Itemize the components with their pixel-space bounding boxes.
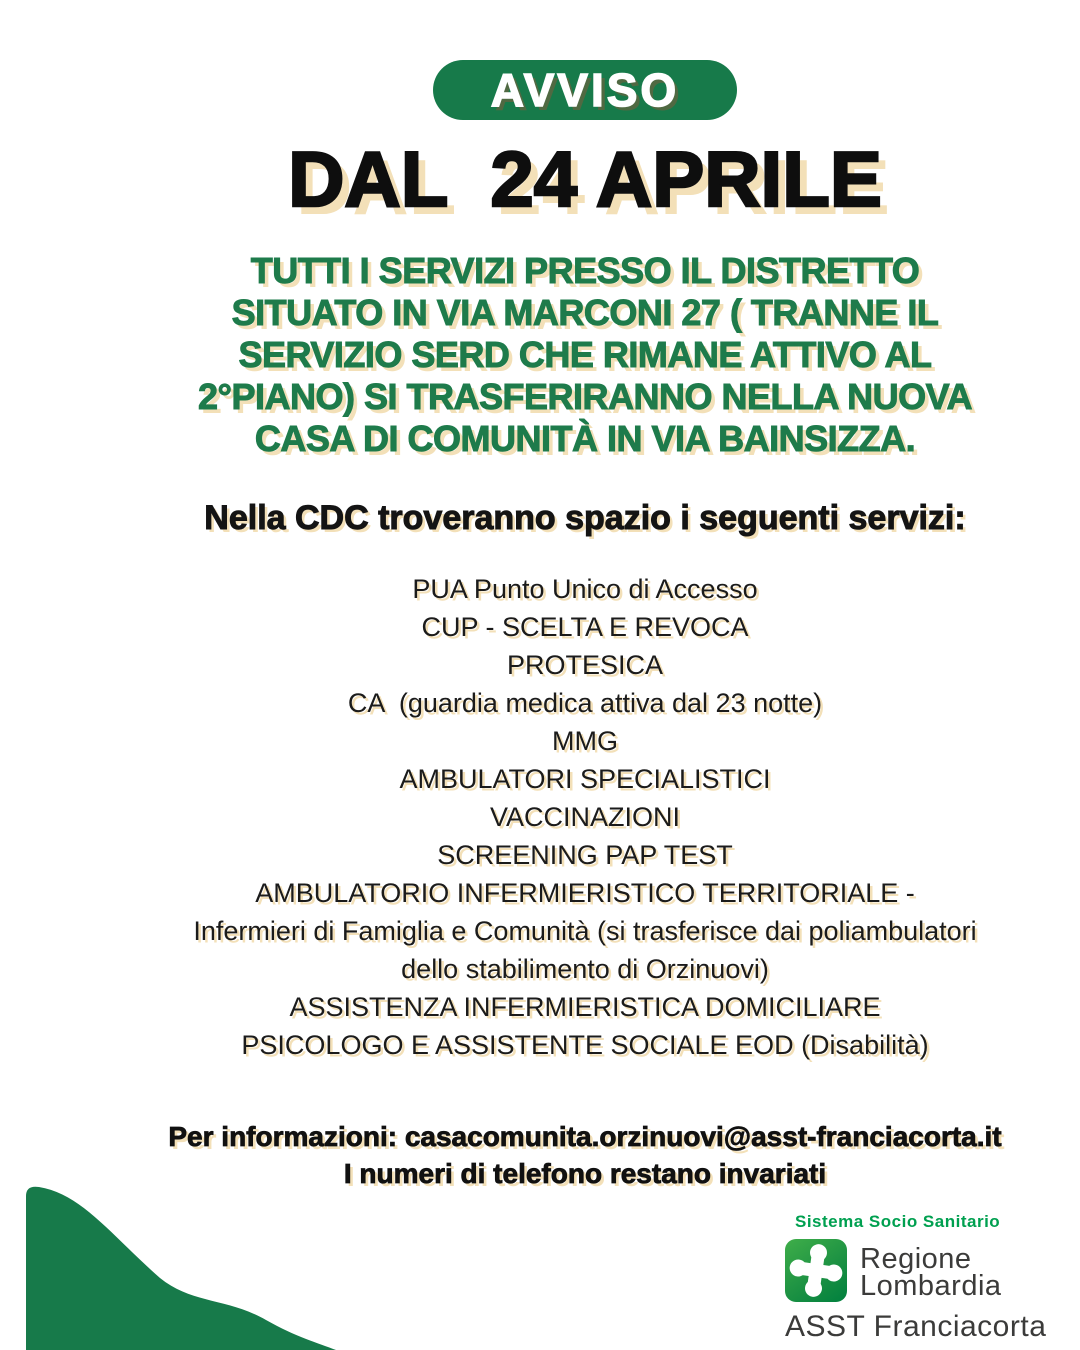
intro-line: CASA DI COMUNITÀ IN VIA BAINSIZZA.	[254, 418, 916, 459]
service-item: PROTESICA	[506, 650, 664, 680]
service-item: CA (guardia medica attiva dal 23 notte)	[347, 688, 823, 718]
regione-lombardia-logo-block	[785, 1212, 1055, 1344]
service-item: PSICOLOGO E ASSISTENTE SOCIALE EOD (Disabilità)	[241, 1030, 929, 1060]
intro-paragraph	[90, 250, 1080, 460]
contact-phone-line: I numeri di telefono restano invariati	[343, 1158, 827, 1189]
regione-lombardia-wordmark	[860, 1243, 1002, 1302]
announcement-poster	[90, 0, 1080, 1192]
contact-email-line: Per informazioni: casacomunita.orzinuovi@asst-franciacorta.it	[168, 1121, 1002, 1152]
service-item: MMG	[552, 726, 618, 756]
lombardia-label: Lombardia	[860, 1270, 1002, 1302]
intro-line: TUTTI I SERVIZI PRESSO IL DISTRETTO	[250, 250, 920, 291]
service-item: PUA Punto Unico di Accesso	[412, 574, 758, 604]
avviso-badge	[433, 60, 737, 120]
green-wave-decoration	[0, 1180, 360, 1350]
intro-line: SITUATO IN VIA MARCONI 27 ( TRANNE IL	[231, 292, 939, 333]
service-item: ASSISTENZA INFERMIERISTICA DOMICILIARE	[289, 992, 881, 1022]
service-item: SCREENING PAP TEST	[437, 840, 733, 870]
logo-row	[785, 1239, 1055, 1302]
services-subtitle: Nella CDC troveranno spazio i seguenti servizi:	[204, 499, 966, 537]
intro-line: SERVIZIO SERD CHE RIMANE ATTIVO AL	[238, 334, 932, 375]
service-item: AMBULATORIO INFERMIERISTICO TERRITORIALE -	[255, 878, 915, 908]
headline-date: DAL 24 APRILE	[288, 135, 882, 223]
rosa-camuna-icon	[785, 1239, 847, 1302]
asst-franciacorta-label: ASST Franciacorta	[785, 1310, 1047, 1343]
service-item: AMBULATORI SPECIALISTICI	[399, 764, 771, 794]
regione-label: Regione	[860, 1243, 972, 1275]
intro-line: 2°PIANO) SI TRASFERIRANNO NELLA NUOVA	[198, 376, 972, 417]
services-list	[185, 570, 985, 1064]
service-item: VACCINAZIONI	[489, 802, 680, 832]
sistema-socio-sanitario-label: Sistema Socio Sanitario	[795, 1212, 1001, 1231]
service-item: Infermieri di Famiglia e Comunità (si trasferisce dai poliambulatori dello stabilimento di Orzinuovi)	[193, 916, 985, 984]
service-item: CUP - SCELTA E REVOCA	[421, 612, 749, 642]
avviso-badge-label: AVVISO	[490, 64, 680, 116]
